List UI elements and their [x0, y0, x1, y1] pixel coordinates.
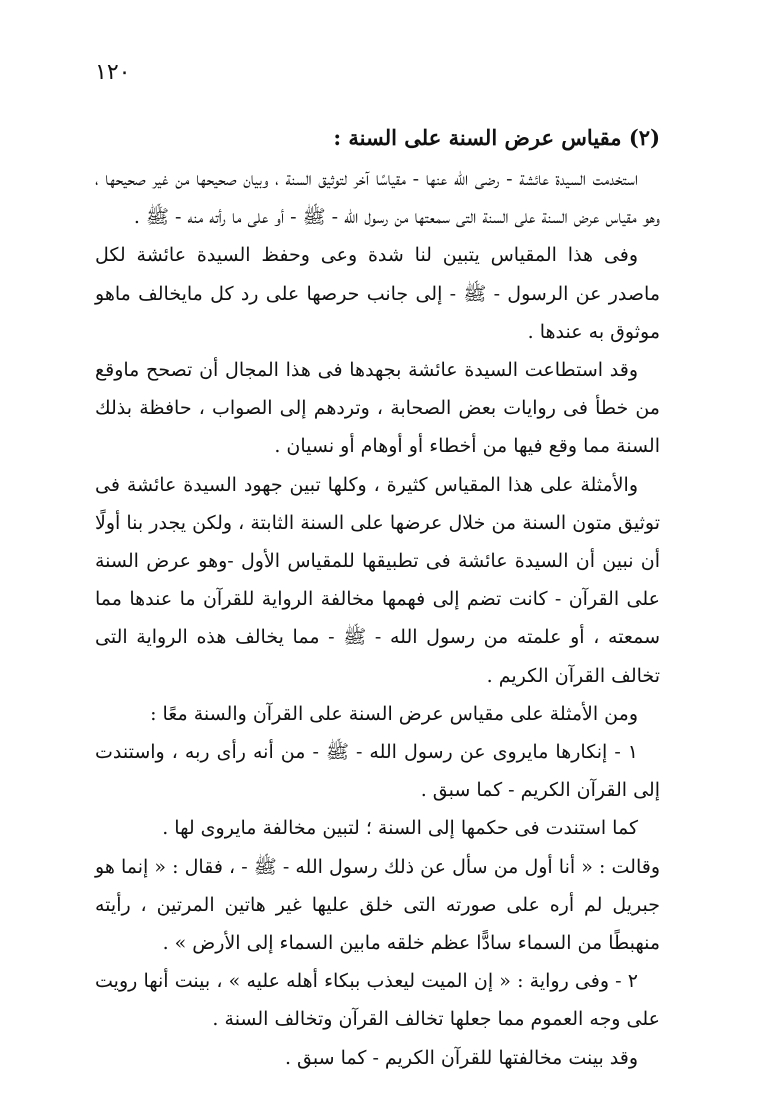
paragraph-2: وفى هذا المقياس يتبين لنا شدة وعى وحفظ السيدة عائشة لكل ماصدر عن الرسول - ﷺ - إلى جانب حرصها على رد كل مايخالف ماهو موثوق به عندها . — [95, 244, 660, 343]
paragraph-3: وقد استطاعت السيدة عائشة بجهدها فى هذا المجال أن تصحح ماوقع من خطأ فى روايات بعض الصحابة ، وتردهم إلى الصواب ، حافظة بذلك السنة مما وقع فيها من أخطاء أو أوهام أو نسيان . — [95, 359, 660, 458]
page-content — [95, 116, 660, 1077]
section-heading: (٢) مقياس عرض السنة على السنة : — [333, 125, 660, 150]
paragraph-1: استخدمت السيدة عائشة - رضى الله عنها - مقياسًا آخر لتوثيق السنة ، وبيان صحيحها من غير صحيحها ، وهو مقياس عرض السنة على السنة التى سمعتها من رسول الله - ﷺ - أو على ما رأته منه - ﷺ . — [95, 168, 660, 229]
paragraph-8: وقالت : « أنا أول من سأل عن ذلك رسول الله - ﷺ - ، فقال : « إنما هو جبريل لم أره على صورته التى خلق عليها غير هاتين المرتين ، رأيته منهبطًا من السماء سادًّا عظم خلقه مابين السماء إلى الأرض » . — [95, 855, 660, 955]
paragraph-9: ٢ - وفى رواية : « إن الميت ليعذب ببكاء أهله عليه » ، بينت أنها رويت على وجه العموم مما جعلها تخالف القرآن وتخالف السنة . — [95, 970, 660, 1031]
paragraph-10: وقد بينت مخالفتها للقرآن الكريم - كما سبق . — [284, 1046, 638, 1069]
page-number: ١٢٠ — [95, 60, 131, 85]
paragraph-4: والأمثلة على هذا المقياس كثيرة ، وكلها تبين جهود السيدة عائشة فى توثيق متون السنة من خلال عرضها على السنة الثابتة ، ولكن يجدر بنا أولًا أن نبين أن السيدة عائشة فى تطبيقها للمقياس الأول -وهو عرض السنة على القرآن - كانت تضم إلى فهمها مخالفة الرواية للقرآن ما عندها مما سمعته ، أو علمته من رسول الله - ﷺ - مما يخالف هذه الرواية التى تخالف القرآن الكريم . — [95, 473, 660, 687]
paragraph-6: ١ - إنكارها مايروى عن رسول الله - ﷺ - من أنه رأى ربه ، واستندت إلى القرآن الكريم - كما سبق . — [95, 741, 660, 802]
paragraph-5: ومن الأمثلة على مقياس عرض السنة على القرآن والسنة معًا : — [150, 702, 638, 725]
paragraph-7: كما استندت فى حكمها إلى السنة ؛ لتبين مخالفة مايروى لها . — [162, 817, 638, 840]
